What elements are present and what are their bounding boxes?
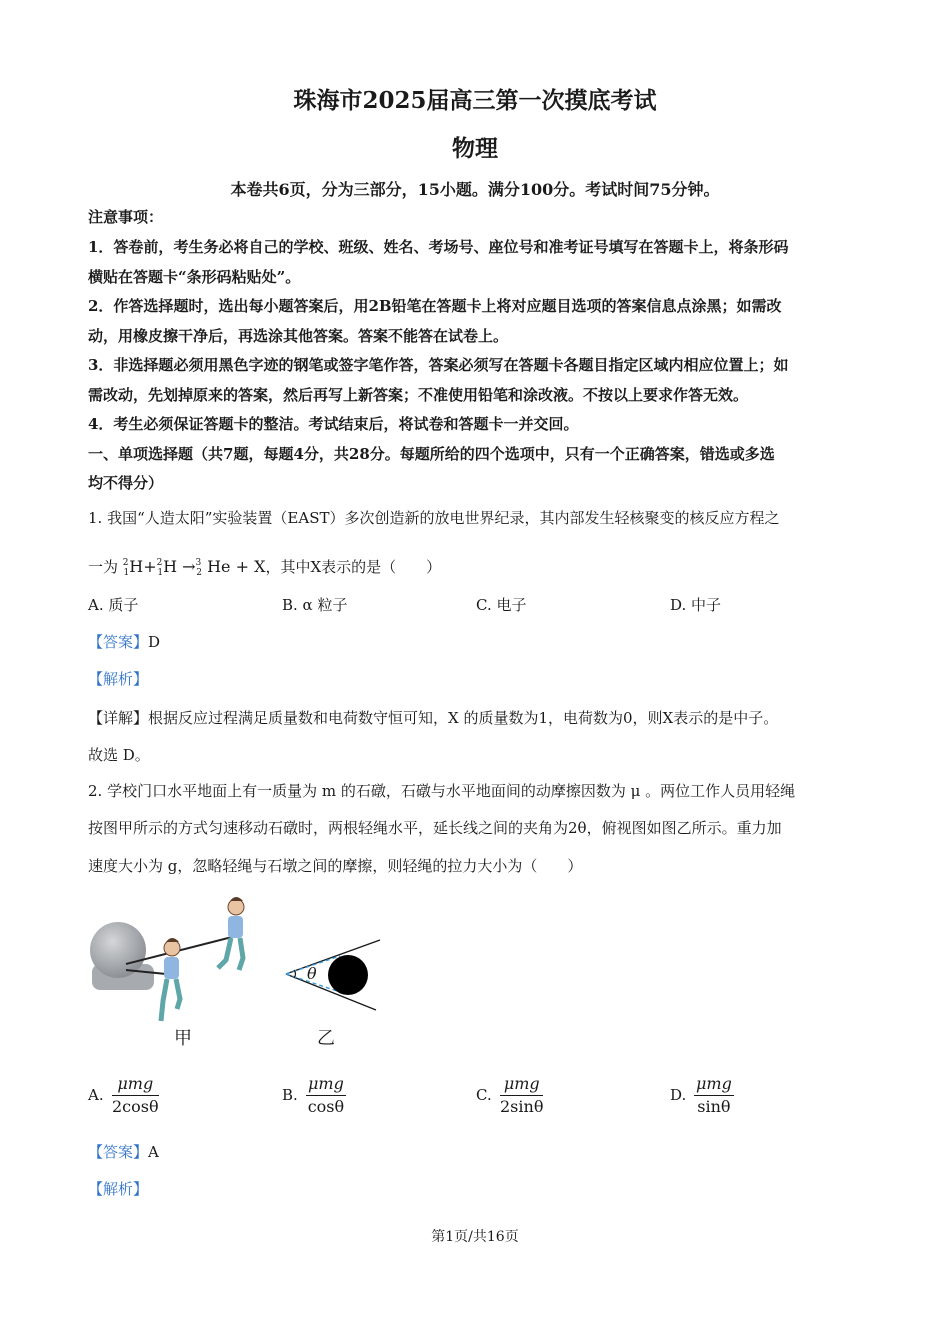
figure-jia-illustration	[86, 892, 276, 1032]
figure-yi-label: 乙	[317, 1028, 335, 1049]
answer-tag: 【答案】	[88, 633, 149, 651]
note-3a: 3．非选择题必须用黑色字迹的钢笔或签字笔作答，答案必须写在答题卡各题目指定区域内相应位置上；如	[88, 356, 789, 374]
page-footer: 第1页/共16页	[431, 1229, 519, 1245]
q1-option-d: D. 中子	[670, 596, 722, 614]
detail-tag: 【详解】	[88, 709, 149, 727]
q2-option-c-letter: C.	[476, 1086, 492, 1104]
section-heading-a: 一、单项选择题（共7题，每题4分，共28分。每题所给的四个选项中，只有一个正确答案，错选或多选	[88, 445, 775, 463]
notes-heading: 注意事项：	[88, 208, 164, 226]
note-1a: 1．答卷前，考生务必将自己的学校、班级、姓名、考场号、座位号和准考证号填写在答题卡上，将条形码	[88, 238, 789, 256]
note-2b: 动，用橡皮擦干净后，再选涂其他答案。答案不能答在试卷上。	[88, 327, 509, 345]
note-3b: 需改动，先划掉原来的答案，然后再写上新答案；不准使用铅笔和涂改液。不按以上要求作答无效。	[88, 386, 749, 404]
q2-stem-b: 按图甲所示的方式匀速移动石礅时，两根轻绳水平，延长线之间的夹角为2θ，俯视图如图乙所示。重力加	[88, 819, 782, 837]
q2-analysis	[88, 1179, 868, 1199]
subject-title: 物理	[452, 135, 498, 162]
q1-answer-value: D	[148, 633, 161, 651]
q1-detail	[88, 708, 868, 728]
q2-option-c-numerator: μmg	[503, 1074, 540, 1093]
section-heading-b: 均不得分）	[88, 474, 164, 492]
q1-analysis	[88, 669, 868, 689]
q2-option-d-numerator: μmg	[696, 1074, 732, 1093]
q2-option-a-numerator: μmg	[117, 1074, 154, 1093]
exam-info: 本卷共6页，分为三部分，15小题。满分100分。考试时间75分钟。	[230, 180, 720, 199]
q2-answer-value: A	[148, 1143, 159, 1161]
q1-conclusion: 故选 D。	[88, 746, 150, 764]
nuclear-equation: $^2_1$H+$^2_1$H →$^3_2$ He + X	[122, 557, 266, 578]
worker-near	[161, 938, 180, 1021]
q2-option-b-denominator: cosθ	[307, 1097, 345, 1116]
q2-answer	[88, 1142, 868, 1162]
q2-option-b-numerator: μmg	[308, 1074, 344, 1093]
q1-detail-text: 根据反应过程满足质量数和电荷数守恒可知，X 的质量数为1，电荷数为0，则X表示的是中子。	[148, 709, 779, 727]
note-1b: 横贴在答题卡“条形码粘贴处”。	[88, 268, 301, 286]
q2-option-b-fraction	[306, 1074, 346, 1116]
analysis-tag: 【解析】	[88, 1180, 149, 1198]
exam-title: 珠海市2025届高三第一次摸底考试	[293, 87, 657, 114]
q2-option-d-denominator: sinθ	[697, 1097, 731, 1116]
q2-option-c-denominator: 2sinθ	[500, 1097, 544, 1116]
q2-option-a-letter: A.	[88, 1086, 104, 1104]
q2-option-c-fraction	[500, 1074, 543, 1116]
q1-stem-b-pre: 一为	[88, 558, 119, 576]
q2-option-d-letter: D.	[670, 1086, 687, 1104]
angle-theta-label: θ	[307, 964, 317, 983]
stone-ball	[90, 922, 146, 978]
q2-option-a-denominator: 2cosθ	[112, 1097, 159, 1116]
q1-option-b: B. α 粒子	[282, 596, 348, 614]
q2-option-a-fraction	[112, 1074, 159, 1116]
q1-option-c: C. 电子	[476, 596, 527, 614]
q1-stem-b	[88, 553, 868, 583]
q1-answer	[88, 632, 868, 652]
q1-stem-b-post: ，其中X表示的是（ ）	[265, 558, 442, 576]
q2-option-d-fraction	[694, 1074, 734, 1116]
note-4: 4．考生必须保证答题卡的整洁。考试结束后，将试卷和答题卡一并交回。	[88, 415, 579, 433]
worker-far	[218, 897, 244, 970]
q2-option-b-letter: B.	[282, 1086, 298, 1104]
q2-stem-c: 速度大小为 g，忽略轻绳与石墩之间的摩擦，则轻绳的拉力大小为（ ）	[88, 857, 583, 875]
angle-arc	[294, 970, 296, 978]
q1-stem-a: 1. 我国“人造太阳”实验装置（EAST）多次创造新的放电世界纪录，其内部发生轻核聚变的核反应方程之	[88, 509, 780, 527]
note-2a: 2．作答选择题时，选出每小题答案后，用2B铅笔在答题卡上将对应题目选项的答案信息点涂黑；如需改	[88, 297, 782, 315]
q2-stem-a: 2. 学校门口水平地面上有一质量为 m 的石礅，石礅与水平地面间的动摩擦因数为 μ 。两位工作人员用轻绳	[88, 782, 796, 800]
answer-tag: 【答案】	[88, 1143, 149, 1161]
q1-option-a: A. 质子	[88, 596, 139, 614]
figure-yi-diagram	[280, 932, 390, 1016]
stone-top-view	[328, 955, 368, 995]
figure-jia-label: 甲	[174, 1028, 192, 1049]
analysis-tag: 【解析】	[88, 670, 149, 688]
